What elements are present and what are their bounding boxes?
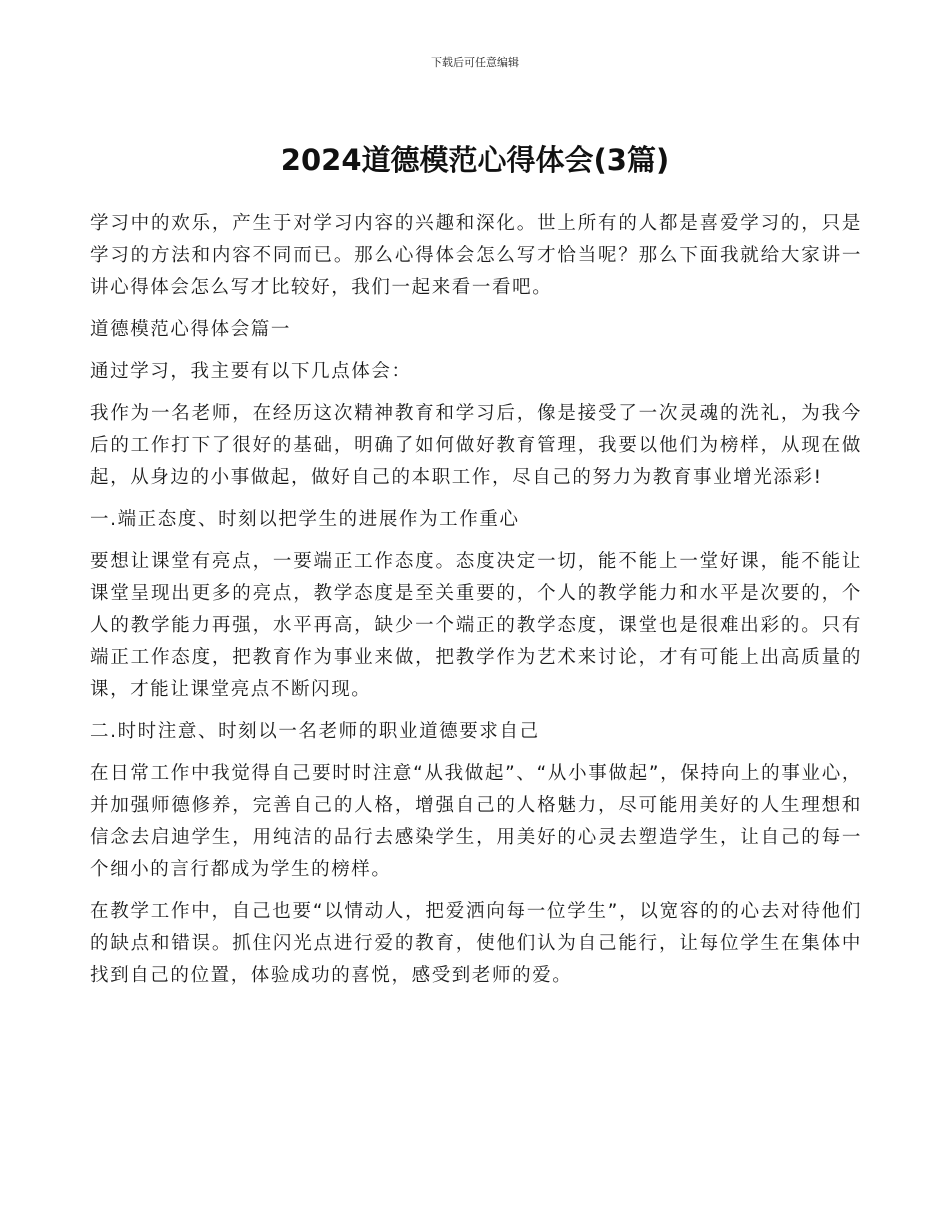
body-paragraph: 在日常工作中我觉得自己要时时注意“从我做起”、“从小事做起”，保持向上的事业心，并加强师德修养，完善自己的人格，增强自己的人格魅力，尽可能用美好的人生理想和信念去启迪学生，用纯洁的品行去感染学生，用美好的心灵去塑造学生，让自己的每一个细小的言行都成为学生的榜样。 [90,763,862,880]
body-paragraph: 通过学习，我主要有以下几点体会： [90,361,412,382]
subsection-heading: 一.端正态度、时刻以把学生的进展作为工作重心 [90,509,520,530]
document-body [90,208,862,1002]
subsection-heading: 二.时时注意、时刻以一名老师的职业道德要求自己 [90,721,540,742]
body-paragraph: 在教学工作中，自己也要“以情动人，把爱洒向每一位学生”，以宽容的的心去对待他们的缺点和错误。抓住闪光点进行爱的教育，使他们认为自己能行，让每位学生在集体中找到自己的位置，体验成功的喜悦，感受到老师的爱。 [90,901,862,986]
body-paragraph: 要想让课堂有亮点，一要端正工作态度。态度决定一切，能不能上一堂好课，能不能让课堂呈现出更多的亮点，教学态度是至关重要的，个人的教学能力和水平是次要的，个人的教学能力再强，水平再高，缺少一个端正的教学态度，课堂也是很难出彩的。只有端正工作态度，把教育作为事业来做，把教学作为艺术来讨论，才有可能上出高质量的课，才能让课堂亮点不断闪现。 [90,551,862,700]
body-paragraph: 我作为一名老师，在经历这次精神教育和学习后，像是接受了一次灵魂的洗礼，为我今后的工作打下了很好的基础，明确了如何做好教育管理，我要以他们为榜样，从现在做起，从身边的小事做起，做好自己的本职工作，尽自己的努力为教育事业增光添彩! [90,403,862,488]
section-heading: 道德模范心得体会篇一 [90,319,292,340]
header-note: 下载后可任意编辑 [431,56,519,69]
intro-paragraph: 学习中的欢乐，产生于对学习内容的兴趣和深化。世上所有的人都是喜爱学习的，只是学习的方法和内容不同而已。那么心得体会怎么写才恰当呢？那么下面我就给大家讲一讲心得体会怎么写才比较好，我们一起来看一看吧。 [90,213,862,298]
document-title: 2024道德模范心得体会(3篇) [280,143,670,177]
